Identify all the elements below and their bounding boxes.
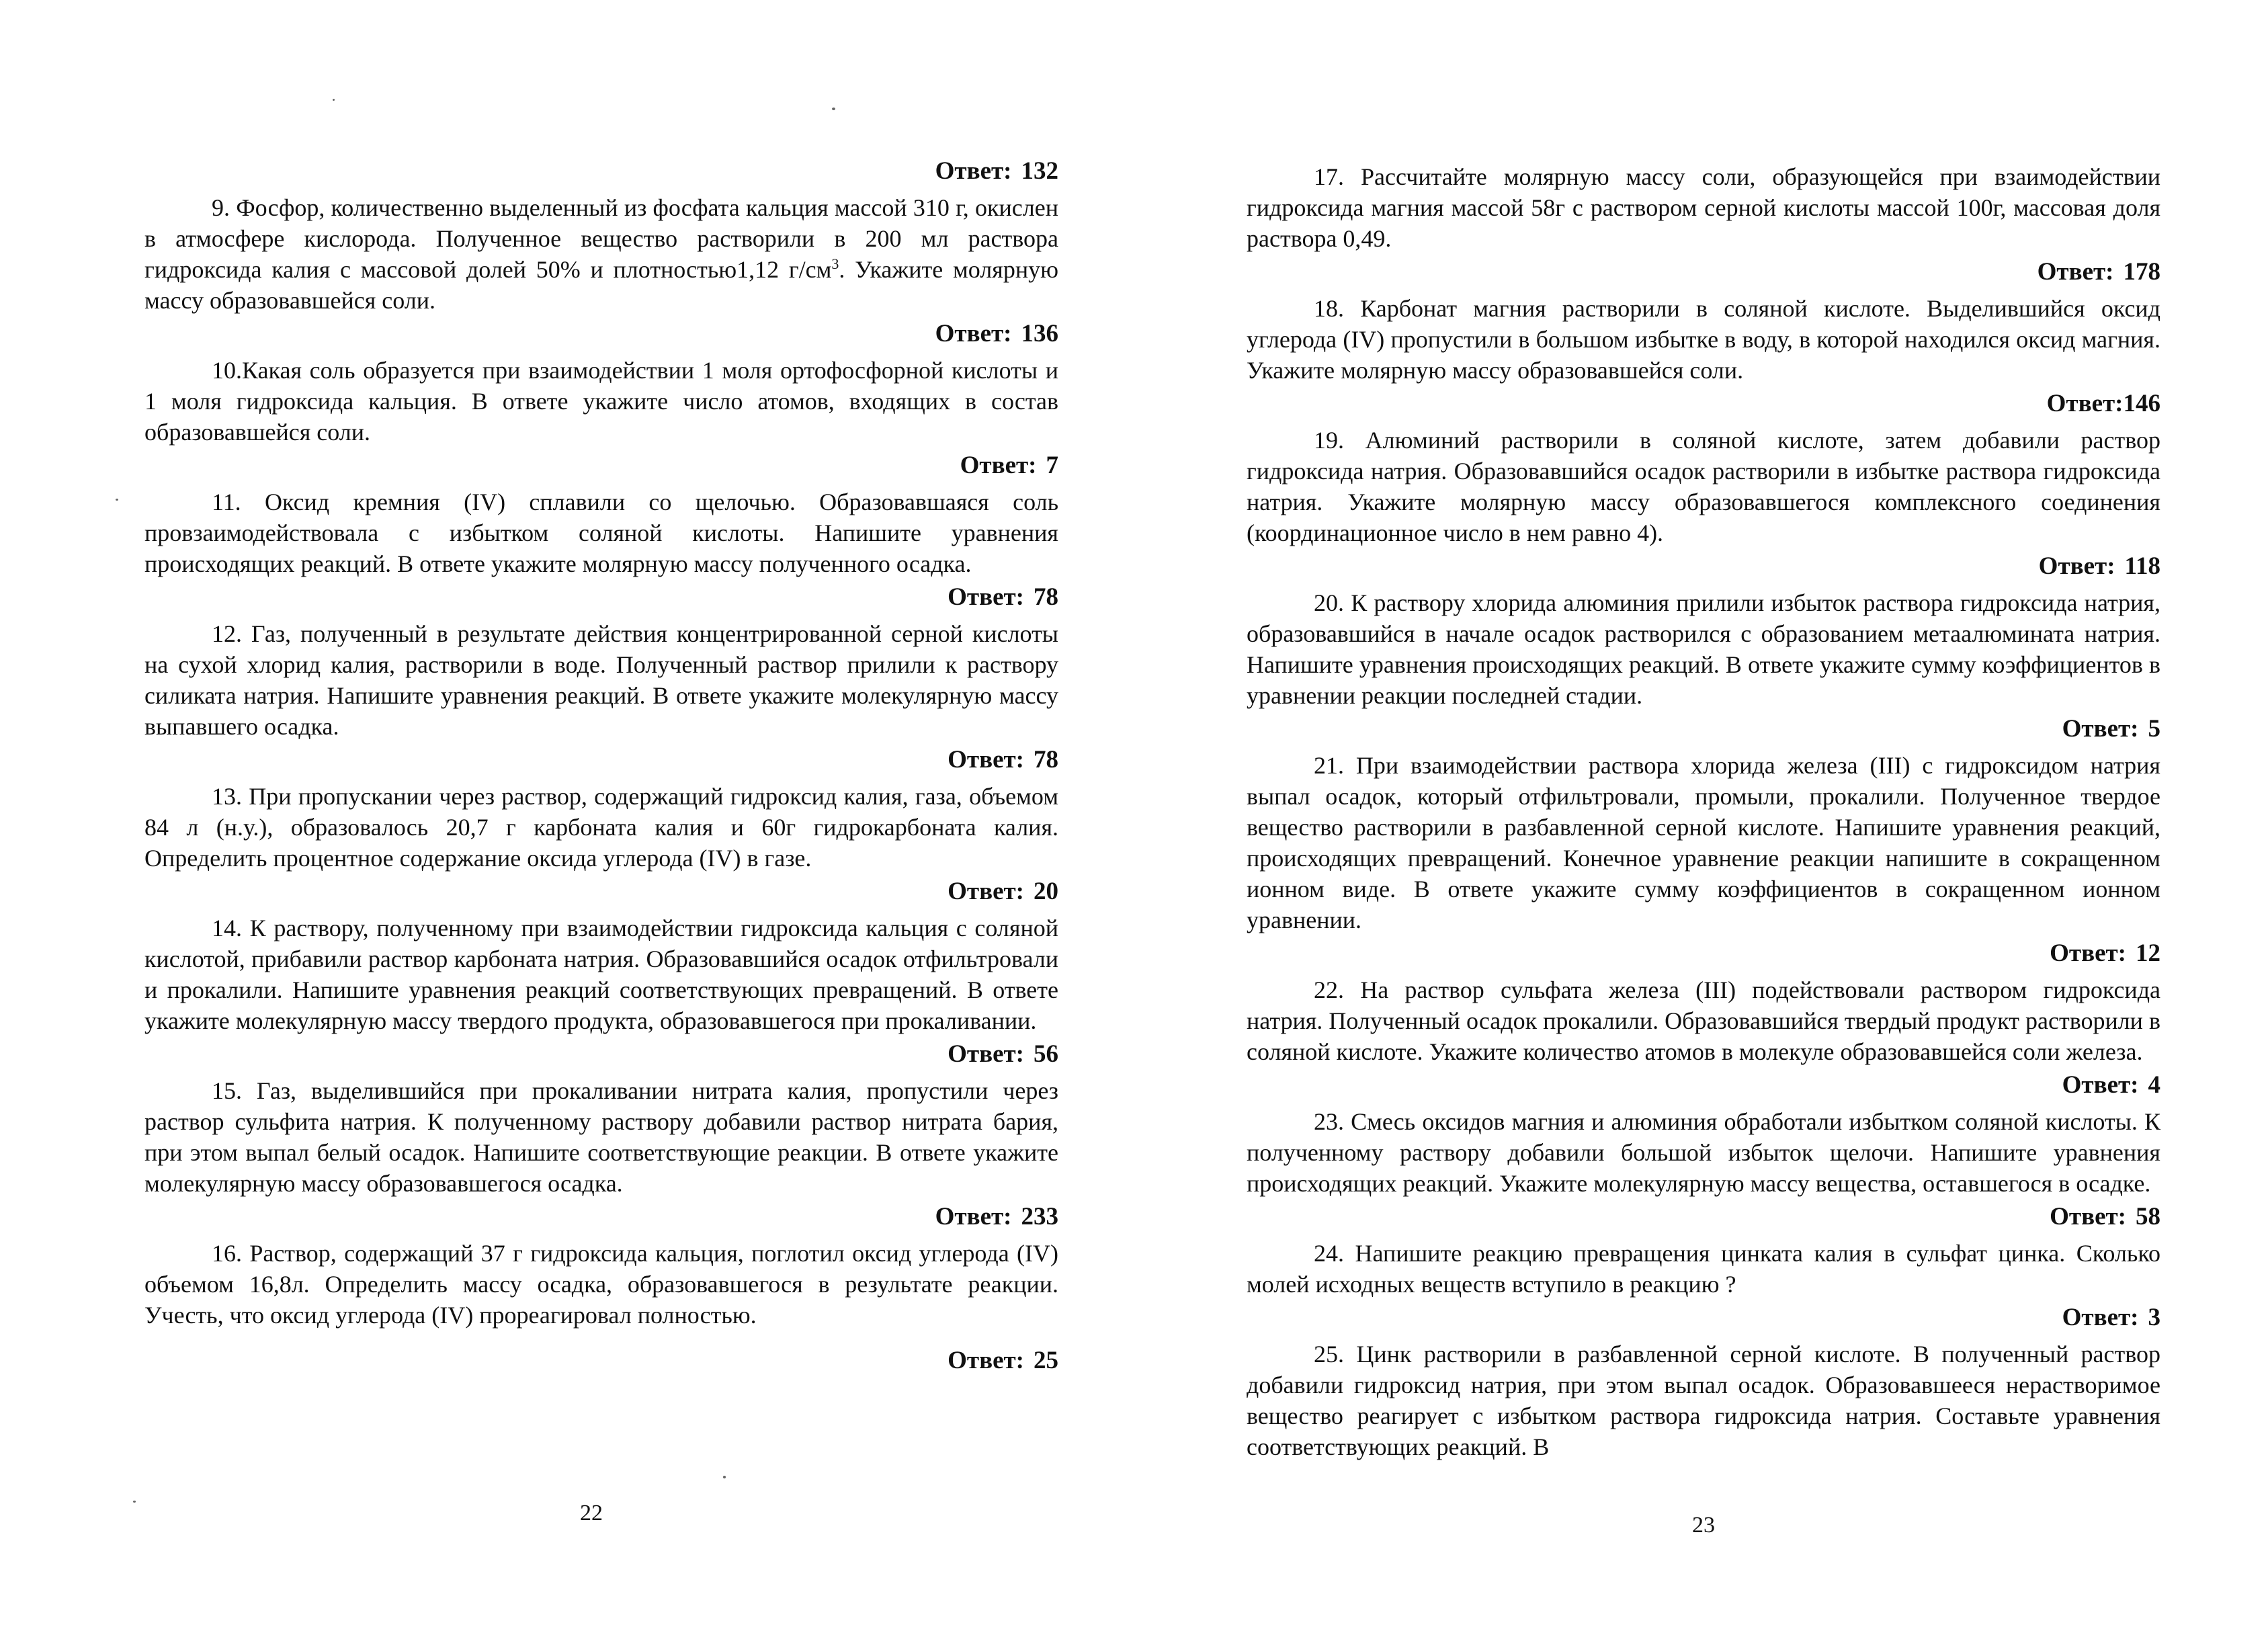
problem-13: 13. При пропускании через раствор, содержащий гидроксид калия, газа, объемом 84 л (н.у.), образовалось 20,7 г карбоната калия и 60г гидрокарбоната калия. Определить процентное содержание оксида углерода (IV) в газе. Ответ: 20 <box>144 781 1058 907</box>
answer-line: Ответ: 132 <box>935 157 1058 185</box>
answer-line: Ответ:146 <box>2046 390 2160 417</box>
problem-16: 16. Раствор, содержащий 37 г гидроксида кальция, поглотил оксид углерода (IV) объемом 16,8л. Определить массу осадка, образовавшегося в результате реакции. Учесть, что оксид углерода (IV) прореагировал полностью. Ответ: 25 <box>144 1238 1058 1376</box>
problem-14: 14. К раствору, полученному при взаимодействии гидроксида кальция с соляной кислотой, прибавили раствор карбоната натрия. Образовавшийся осадок отфильтровали и прокалили. Напишите уравнения реакций соответствующих превращений. В ответе укажите молекулярную массу твердого продукта, образовавшегося при прокаливании. Ответ: 56 <box>144 913 1058 1070</box>
problem-18: 18. Карбонат магния растворили в соляной кислоте. Выделившийся оксид углерода (IV) пропустили в большом избытке в воду, в которой находился оксид магния. Укажите молярную массу образовавшейся соли. Ответ:146 <box>1247 293 2160 419</box>
problem-11: 11. Оксид кремния (IV) сплавили со щелочью. Образовавшаяся соль провзаимодействовала с избытком соляной кислоты. Напишите уравнения происходящих реакций. В ответе укажите молярную массу полученного осадка. Ответ: 78 <box>144 487 1058 613</box>
problem-15: 15. Газ, выделившийся при прокаливании нитрата калия, пропустили через раствор сульфита натрия. К полученному раствору добавили раствор нитрата бария, при этом выпал белый осадок. Напишите соответствующие реакции. В ответе укажите молекулярную массу образовавшегося осадка. Ответ: 233 <box>144 1075 1058 1232</box>
answer-line: Ответ: 20 <box>948 878 1058 905</box>
scan-speck <box>116 499 118 501</box>
scan-speck <box>832 108 835 110</box>
left-page <box>144 153 1058 1382</box>
answer-line: Ответ: 58 <box>2050 1203 2160 1230</box>
answer-line: Ответ: 78 <box>948 746 1058 773</box>
problem-25: 25. Цинк растворили в разбавленной серной кислоте. В полученный раствор добавили гидроксид натрия, при этом выпал осадок. Образовавшееся нерастворимое вещество реагирует с избытком раствора гидроксида натрия. Составьте уравнения соответствующих реакций. В <box>1247 1341 2160 1460</box>
page-number: 23 <box>1692 1513 1715 1538</box>
answer-line: Ответ: 56 <box>948 1040 1058 1068</box>
problem-12: 12. Газ, полученный в результате действия концентрированной серной кислоты на сухой хлорид калия, растворили в воде. Полученный раствор прилили к раствору силиката натрия. Напишите уравнения реакций. В ответе укажите молекулярную массу выпавшего осадка. Ответ: 78 <box>144 618 1058 775</box>
answer-line: Ответ: 136 <box>935 320 1058 347</box>
answer-line: Ответ: 233 <box>935 1203 1058 1230</box>
answer-line: Ответ: 178 <box>2037 258 2160 286</box>
right-page <box>1247 161 2160 1462</box>
answer-line: Ответ: 5 <box>2062 715 2160 743</box>
answer-line: Ответ: 3 <box>2062 1304 2160 1331</box>
problem-19: 19. Алюминий растворили в соляной кислоте, затем добавили раствор гидроксида натрия. Образовавшийся осадок растворили в избытке раствора гидроксида натрия. Укажите молярную массу образовавшегося комплексного соединения (координационное число в нем равно 4). Ответ: 118 <box>1247 425 2160 582</box>
problem-17: 17. Рассчитайте молярную массу соли, образующейся при взаимодействии гидроксида магния массой 58г с раствором серной кислоты массой 100г, массовая доля раствора 0,49. Ответ: 178 <box>1247 161 2160 288</box>
answer-line: Ответ: 7 <box>960 452 1058 479</box>
answer-line: Ответ: 4 <box>2062 1071 2160 1099</box>
answer-line: Ответ: 25 <box>948 1347 1058 1374</box>
scan-speck <box>133 1501 136 1503</box>
problem-24: 24. Напишите реакцию превращения цинката калия в сульфат цинка. Сколько молей исходных веществ вступило в реакцию ? Ответ: 3 <box>1247 1238 2160 1333</box>
problem-22: 22. На раствор сульфата железа (III) подействовали раствором гидроксида натрия. Полученный осадок прокалили. Образовавшийся твердый продукт растворили в соляной кислоте. Укажите количество атомов в молекуле образовавшейся соли железа. Ответ: 4 <box>1247 974 2160 1101</box>
answer-line: Ответ: 78 <box>948 583 1058 611</box>
answer-line: Ответ: 118 <box>2038 552 2160 580</box>
answer-line: Ответ: 12 <box>2050 939 2160 967</box>
problem-21: 21. При взаимодействии раствора хлорида железа (III) с гидроксидом натрия выпал осадок, который отфильтровали, промыли, прокалили. Полученное твердое вещество растворили в разбавленной серной кислоте. Напишите уравнения реакций, происходящих превращений. Конечное уравнение реакции напишите в сокращенном ионном виде. В ответе укажите сумму коэффициентов в сокращенном ионном уравнении. Ответ: 12 <box>1247 750 2160 969</box>
problem-20: 20. К раствору хлорида алюминия прилили избыток раствора гидроксида натрия, образовавшийся в начале осадок растворился с образованием метаалюмината натрия. Напишите уравнения происходящих реакций. В ответе укажите сумму коэффициентов в уравнении реакции последней стадии. Ответ: 5 <box>1247 587 2160 745</box>
page-number: 22 <box>580 1501 603 1525</box>
problem-9: 9. Фосфор, количественно выделенный из фосфата кальция массой 310 г, окислен в атмосфере кислорода. Полученное вещество растворили в 200 мл раствора гидроксида калия с массовой долей 50% и плотностью1,12 $г/см^3$. Укажите молярную массу образовавшейся соли. Ответ: 136 <box>144 192 1058 349</box>
problem-23: 23. Смесь оксидов магния и алюминия обработали избытком соляной кислоты. К полученному раствору добавили большой избыток щелочи. Напишите уравнения происходящих реакций. Укажите молекулярную массу вещества, оставшегося в осадке. Ответ: 58 <box>1247 1106 2160 1232</box>
problem-10: 10.Какая соль образуется при взаимодействии 1 моля ортофосфорной кислоты и 1 моля гидроксида кальция. В ответе укажите число атомов, входящих в состав образовавшейся соли. Ответ: 7 <box>144 355 1058 481</box>
scan-speck <box>333 99 335 101</box>
scan-speck <box>723 1476 726 1478</box>
